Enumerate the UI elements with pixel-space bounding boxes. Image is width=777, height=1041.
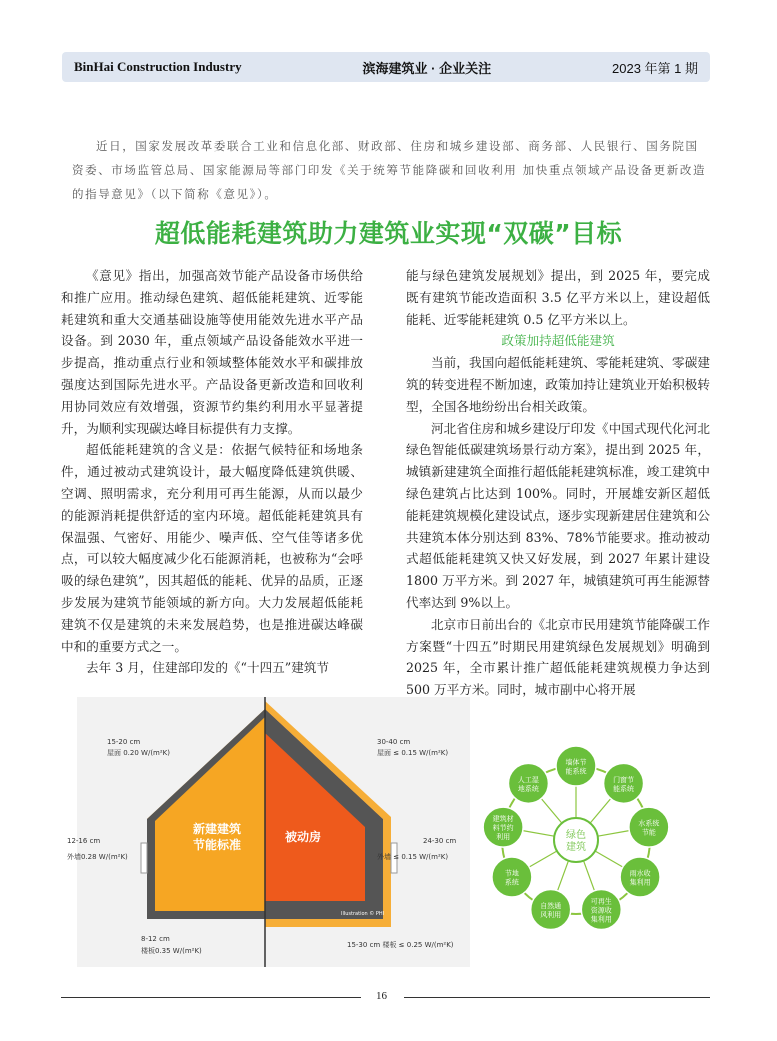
roof-right-thickness: 30-40 cm xyxy=(377,738,411,746)
body-paragraph: 去年 3 月，住建部印发的《“十四五”建筑节 xyxy=(86,660,329,676)
passive-house-diagram xyxy=(67,697,470,967)
issue-number: 2023 年第 1 期 xyxy=(612,60,698,76)
passive-label: 被动房 xyxy=(284,830,322,844)
node-label: 能系统 xyxy=(565,767,587,776)
wall-left-u: 外墙0.28 W/(m²K) xyxy=(67,853,128,861)
connector-arrow xyxy=(523,831,555,837)
floor-left-u: 楼板0.35 W/(m²K) xyxy=(141,947,202,955)
header-bar xyxy=(62,52,710,82)
node-label: 墙体节 xyxy=(565,758,587,767)
page-number: 16 xyxy=(376,990,387,1002)
body-paragraph: 河北省住房和城乡建设厅印发《中国式现代化河北绿色智能低碳建筑场景行动方案》，提出到 2025 年，城镇新建建筑全面推行超低能耗建筑标准，竣工建筑中绿色建筑占比达到 100%。同时，开展雄安新区超低能耗建筑规模化建设试点，逐步实现新建居住建筑和公共建筑本体分别达到 83%、78%节能要求。推动被动式超低能耗建筑又快又好发展，到 2027 年累计建设 1800 万平方米。到 2027 年，城镇建筑可再生能源替代率达到 9%以上。 xyxy=(406,420,710,610)
wall-right-thickness: 24-30 cm xyxy=(423,837,457,845)
body-paragraph: 超低能耗建筑的含义是：依据气候特征和场地条件，通过被动式建筑设计，最大幅度降低建筑供暖、空调、照明需求，充分利用可再生能源，从而以最少的能源消耗提供舒适的室内环境。超低能耗建筑具有保温强、气密好、用能少、噪声低、空气佳等诸多优点，可以较大幅度减少化石能源消耗，也被称为“会呼吸的绿色建筑”，因其超低的能耗、优异的品质，正逐步发展为建筑节能领域的新方向。大力发展超低能耗建筑不仅是建筑的未来发展趋势，也是推进碳达峰碳中和的重要方式之一。 xyxy=(61,442,363,654)
section-subhead: 政策加持超低能建筑 xyxy=(501,333,615,349)
standard-label-1: 新建建筑 xyxy=(192,822,242,836)
node-label: 风利用 xyxy=(540,911,562,920)
intro-paragraph: 近日，国家发展改革委联合工业和信息化部、财政部、住房和城乡建设部、商务部、人民银行、国务院国资委、市场监管总局、国家能源局等部门印发《关于统筹节能降碳和回收利用 加快重点领域产品设备更新改造的指导意见》（以下简称《意见》）。 xyxy=(72,139,707,201)
node-label: 自然通 xyxy=(540,902,562,911)
node-label: 建筑材 xyxy=(492,815,514,824)
floor-left-thickness: 8-12 cm xyxy=(141,935,170,943)
node-label: 料节约 xyxy=(492,824,514,833)
node-label: 门窗节 xyxy=(613,775,635,784)
journal-name-en: BinHai Construction Industry xyxy=(74,59,242,74)
right-column xyxy=(406,265,710,701)
standard-label-2: 节能标准 xyxy=(192,838,242,852)
connector-arrow xyxy=(541,799,562,824)
green-building-diagram xyxy=(481,740,671,940)
body-paragraph: 当前，我国向超低能耗建筑、零能耗建筑、零碳建筑的转变进程不断加速，政策加持让建筑业开始积极转型，全国各地纷纷出台相关政策。 xyxy=(406,355,710,414)
connector-arrow xyxy=(558,861,569,891)
node-label: 地系统 xyxy=(517,784,539,793)
floor-right-spec: 15-30 cm 楼板 ≤ 0.25 W/(m²K) xyxy=(347,941,454,949)
connector-arrow xyxy=(590,799,611,824)
node-label: 可再生 xyxy=(590,897,612,906)
roof-right-u: 屋面 ≤ 0.15 W/(m²K) xyxy=(377,749,449,757)
node-label: 节能 xyxy=(641,828,656,837)
roof-left-u: 屋面 0.20 W/(m²K) xyxy=(107,749,170,757)
window-left xyxy=(141,843,147,873)
column-name: 滨海建筑业 · 企业关注 xyxy=(362,60,492,76)
node-label: 水系统 xyxy=(638,819,660,828)
center-label: 绿色 xyxy=(566,830,586,841)
node-label: 利用 xyxy=(496,833,511,842)
connector-arrow xyxy=(598,831,630,837)
article-title: 超低能耗建筑助力建筑业实现“双碳”目标 xyxy=(154,219,623,248)
wall-left-thickness: 12-16 cm xyxy=(67,837,101,845)
connector-arrow xyxy=(584,861,595,891)
node-label: 人工湿 xyxy=(517,775,539,784)
node-label: 资源收 xyxy=(590,906,612,915)
node-label: 节地 xyxy=(504,869,519,878)
wall-right-u: 外墙 ≤ 0.15 W/(m²K) xyxy=(377,853,449,861)
node-label: 集利用 xyxy=(629,878,651,887)
center-label: 建筑 xyxy=(566,842,586,853)
node-label: 雨水收 xyxy=(629,869,651,878)
body-paragraph: 《意见》指出，加强高效节能产品设备市场供给和推广应用。推动绿色建筑、超低能耗建筑、近零能耗建筑和重大交通基础设施等使用能效先进水平产品设备。到 2030 年，重点领域产品设备能效水平进一步提高，推动重点行业和领域整体能效水平和碳排放强度达到国际先进水平。产品设备更新改造和回收利用协同效应有效增强，资源节约集约利用水平显著提升，为顺利实现碳达峰目标提供有力支撑。 xyxy=(61,268,363,436)
footer-rule-right xyxy=(404,997,710,998)
body-paragraph: 能与绿色建筑发展规划》提出，到 2025 年，要完成既有建筑节能改造面积 3.5 亿平方米以上，建设超低能耗、近零能耗建筑 0.5 亿平方米以上。 xyxy=(406,268,710,327)
node-label: 集利用 xyxy=(590,915,612,924)
body-paragraph: 北京市日前出台的《北京市民用建筑节能降碳工作方案暨“十四五”时期民用建筑绿色发展规划》明确到 2025 年，全市累计推广超低能耗建筑规模力争达到 500 万平方米。同时，城市副中心将开展 xyxy=(406,616,710,698)
node-label: 能系统 xyxy=(613,784,635,793)
roof-left-thickness: 15-20 cm xyxy=(107,738,141,746)
connector-arrow xyxy=(529,851,557,867)
node-label: 系统 xyxy=(504,878,519,887)
left-column xyxy=(61,265,363,679)
footer-rule-left xyxy=(61,997,361,998)
connector-arrow xyxy=(595,851,623,867)
illustration-credit: Illustration © PHI xyxy=(341,911,385,917)
